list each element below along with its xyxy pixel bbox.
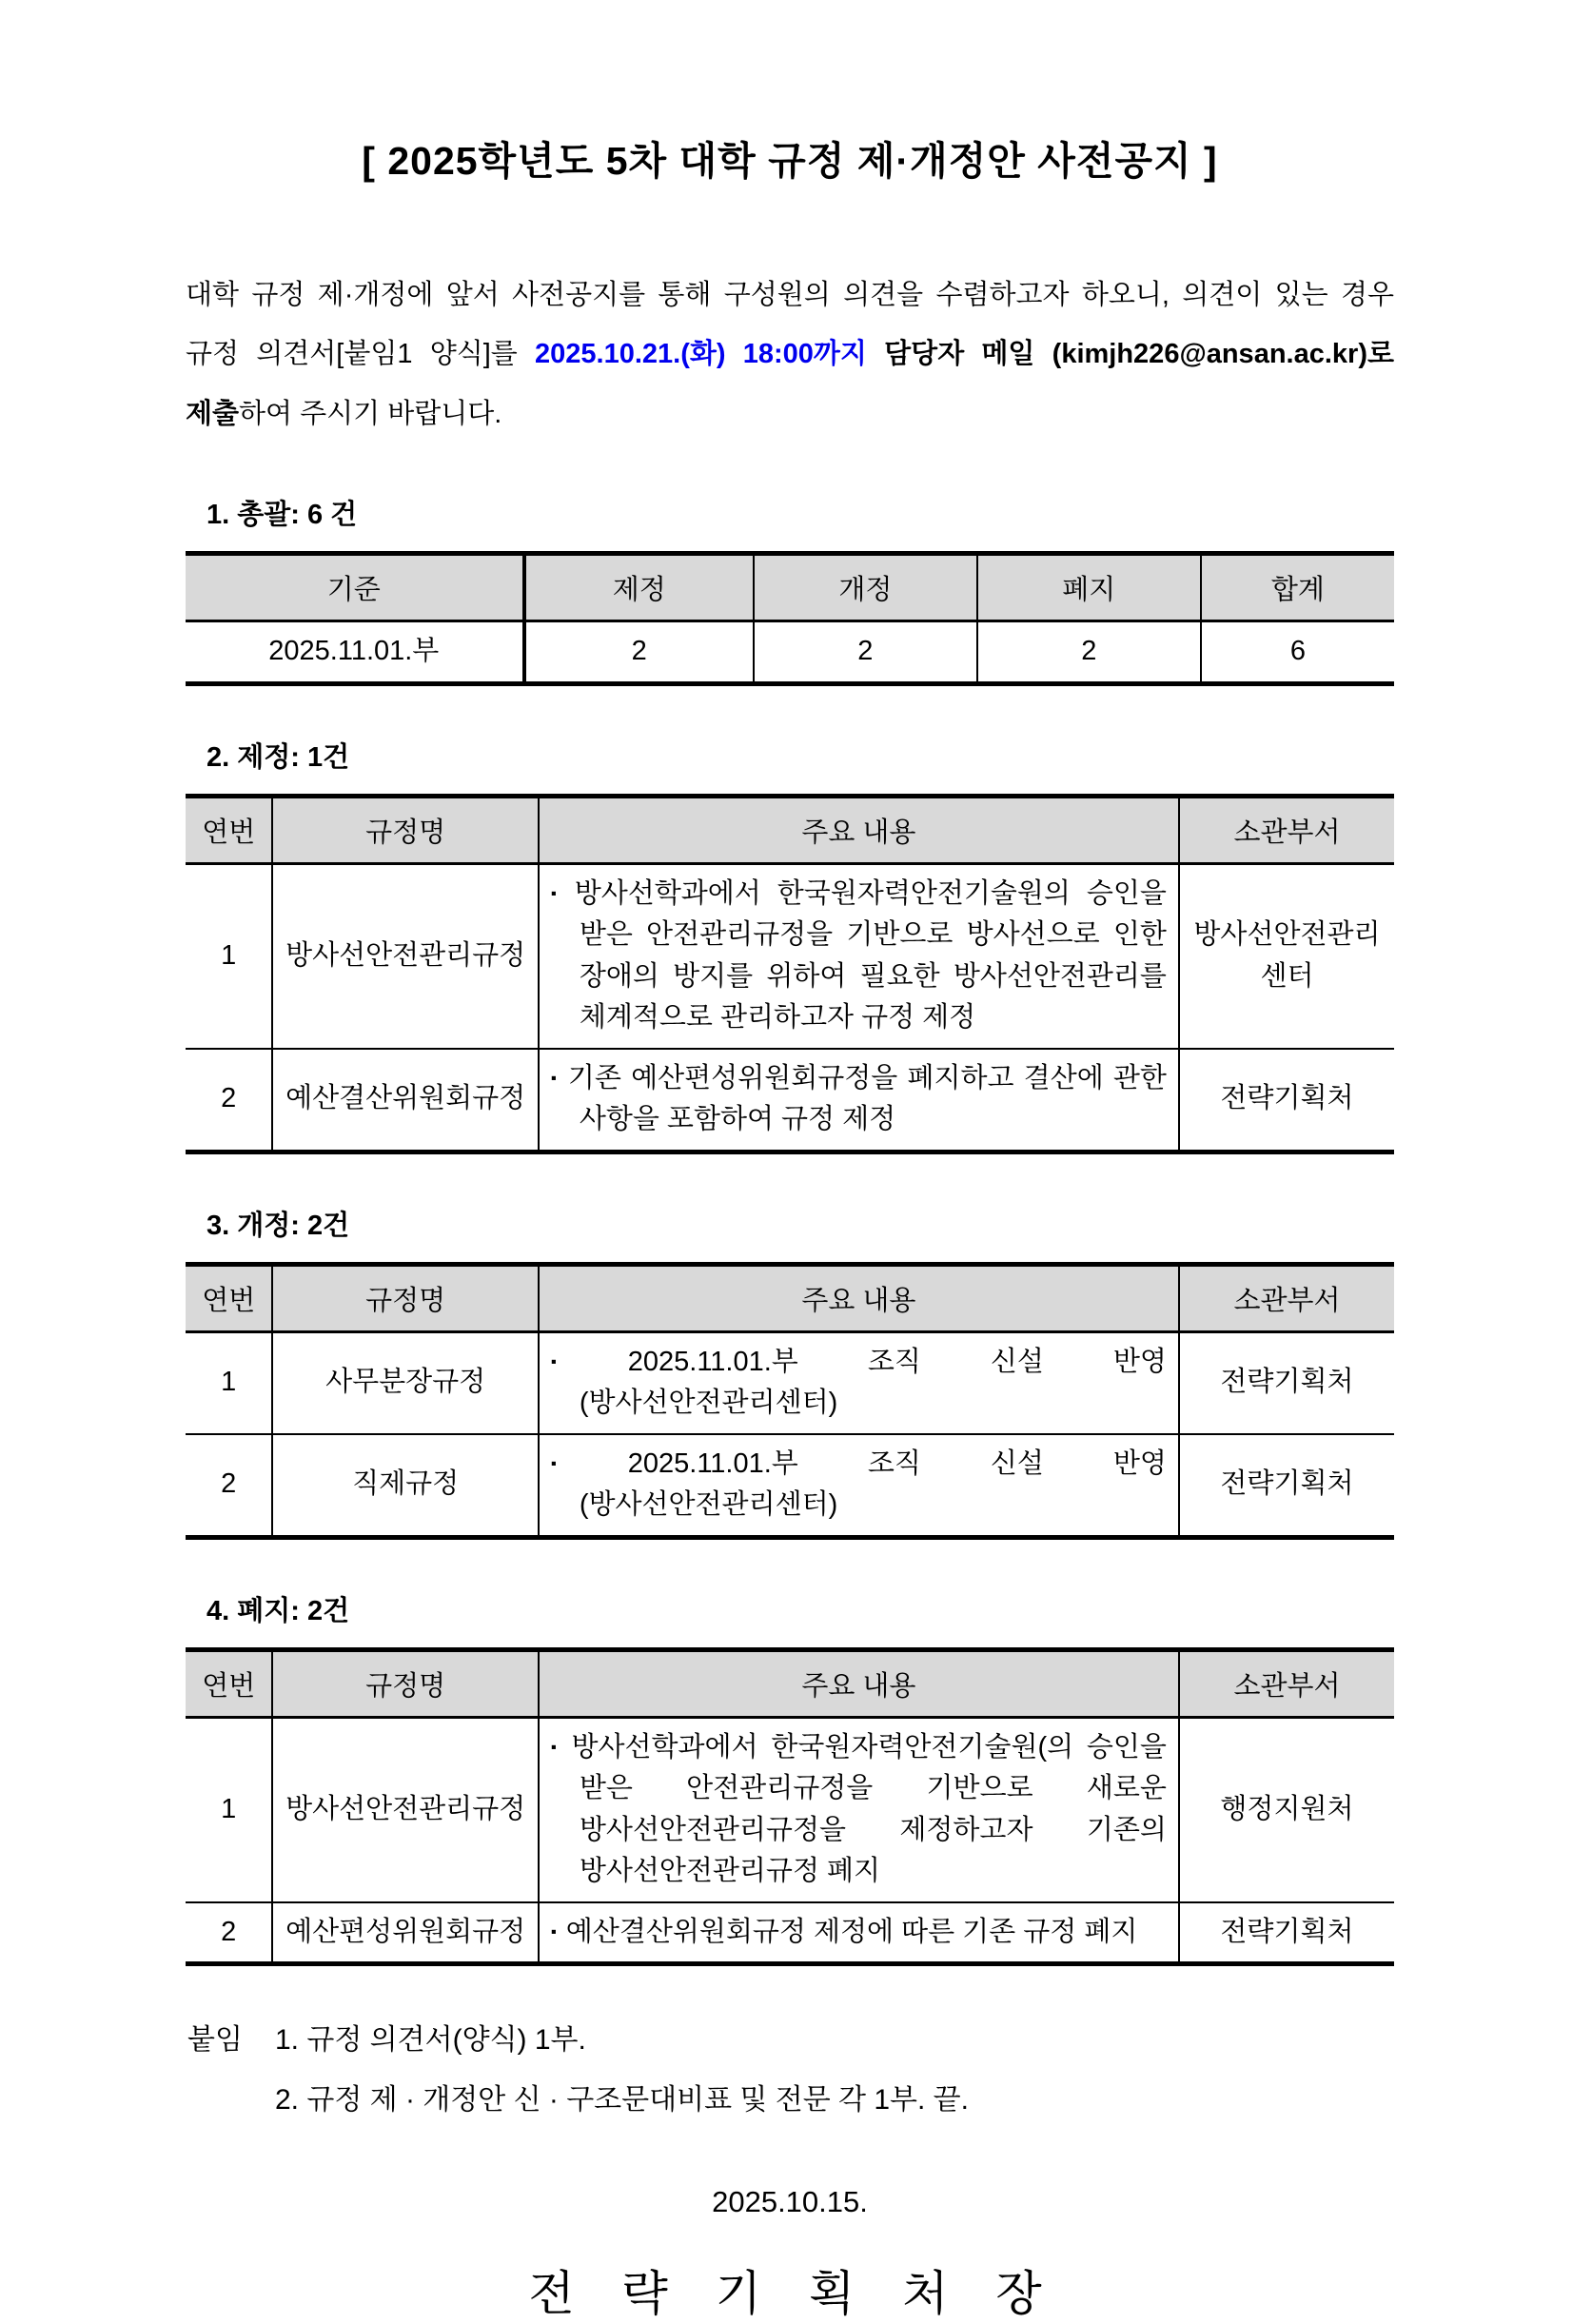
summary-enact-cell: 2 xyxy=(524,621,754,684)
attachments-label: 붙임 xyxy=(187,2024,243,2057)
abolition-row1-dept: 행정지원처 xyxy=(1179,1717,1394,1902)
amendment-row2-name: 직제규정 xyxy=(272,1434,538,1538)
summary-header-row xyxy=(186,554,1394,621)
enactment-row1-no: 1 xyxy=(186,863,272,1049)
table-row xyxy=(186,1049,1394,1152)
attachments-block xyxy=(187,2010,1394,2130)
abolition-header-dept: 소관부서 xyxy=(1179,1649,1394,1717)
intro-deadline: 2025.10.21.(화) 18:00까지 xyxy=(535,339,867,370)
enactment-header-row xyxy=(186,796,1394,863)
amendment-row2-no: 2 xyxy=(186,1434,272,1538)
abolition-row1-name: 방사선안전관리규정 xyxy=(272,1717,538,1902)
abolition-header-name: 규정명 xyxy=(272,1649,538,1717)
table-row xyxy=(186,1434,1394,1538)
abolition-row2-no: 2 xyxy=(186,1902,272,1964)
content-text: 2025.11.01.부 조직 신설 반영(방사선안전관리센터) xyxy=(579,1448,1167,1521)
enactment-row1-content xyxy=(539,863,1179,1049)
enactment-row2-name: 예산결산위원회규정 xyxy=(272,1049,538,1152)
summary-total-cell: 6 xyxy=(1201,621,1394,684)
square-bullet-icon: ▪ xyxy=(550,1921,557,1940)
content-text: 예산결산위원회규정 제정에 따른 기존 규정 폐지 xyxy=(565,1916,1138,1947)
section-heading-enactment: 2. 제정: 1건 xyxy=(206,741,350,773)
table-row xyxy=(186,863,1394,1049)
summary-amend-cell: 2 xyxy=(754,621,977,684)
enactment-table xyxy=(186,794,1394,1154)
intro-email-submit: (kimjh226@ansan.ac.kr)로 제출 xyxy=(186,339,1394,429)
content-text: 방사선학과에서 한국원자력안전기술원(의 승인을 받은 안전관리규정을 기반으로 새로운 방사선안전관리규정을 제정하고자 기존의 방사선안전관리규정 폐지 xyxy=(571,1731,1167,1887)
table-row xyxy=(186,1902,1394,1964)
abolition-row2-content xyxy=(539,1902,1179,1964)
amendment-header-name: 규정명 xyxy=(272,1264,538,1331)
attachment-item-1: 1. 규정 의견서(양식) 1부. xyxy=(275,2024,586,2057)
section-heading-amendment: 3. 개정: 2건 xyxy=(206,1210,350,1241)
amendment-table xyxy=(186,1262,1394,1540)
square-bullet-icon: ▪ xyxy=(550,1351,619,1370)
summary-abolish-cell: 2 xyxy=(977,621,1201,684)
enactment-header-no: 연번 xyxy=(186,796,272,863)
square-bullet-icon: ▪ xyxy=(550,1737,562,1756)
enactment-row2-dept: 전략기획처 xyxy=(1179,1049,1394,1152)
intro-text-before: 대학 규정 제·개정에 앞서 사전공지를 통해 구성원의 의견을 수렴하고자 하오니, 의견이 있는 경우 규정 의견서[붙임1 양식]를 xyxy=(186,280,1394,370)
intro-paragraph xyxy=(186,266,1394,443)
square-bullet-icon: ▪ xyxy=(550,1068,559,1087)
section-heading-abolition: 4. 폐지: 2건 xyxy=(206,1595,350,1626)
amendment-row2-dept: 전략기획처 xyxy=(1179,1434,1394,1538)
intro-contact-label: 담당자 메일 xyxy=(866,339,1052,370)
enactment-row2-content xyxy=(539,1049,1179,1152)
square-bullet-icon: ▪ xyxy=(550,883,565,902)
table-row xyxy=(186,1717,1394,1902)
table-row xyxy=(186,1331,1394,1434)
abolition-header-content: 주요 내용 xyxy=(539,1649,1179,1717)
document-date: 2025.10.15. xyxy=(712,2185,868,2219)
attachments-list xyxy=(275,2010,969,2130)
content-text: 방사선학과에서 한국원자력안전기술원의 승인을 받은 안전관리규정을 기반으로 방사선으로 인한 장애의 방지를 위하여 필요한 방사선안전관리를 체계적으로 관리하고자 규정 제정 xyxy=(574,877,1167,1034)
enactment-row1-dept: 방사선안전관리센터 xyxy=(1179,863,1394,1049)
amendment-header-content: 주요 내용 xyxy=(539,1264,1179,1331)
enactment-header-name: 규정명 xyxy=(272,796,538,863)
amendment-header-row xyxy=(186,1264,1394,1331)
summary-header-basis: 기준 xyxy=(186,554,524,621)
amendment-header-no: 연번 xyxy=(186,1264,272,1331)
summary-table xyxy=(186,551,1394,686)
amendment-row1-no: 1 xyxy=(186,1331,272,1434)
summary-data-row xyxy=(186,621,1394,684)
page-title: [ 2025학년도 5차 대학 규정 제·개정안 사전공지 ] xyxy=(362,139,1218,183)
abolition-row2-dept: 전략기획처 xyxy=(1179,1902,1394,1964)
abolition-header-row xyxy=(186,1649,1394,1717)
section-heading-summary: 1. 총괄: 6 건 xyxy=(206,500,358,531)
abolition-row2-name: 예산편성위원회규정 xyxy=(272,1902,538,1964)
abolition-row1-no: 1 xyxy=(186,1717,272,1902)
amendment-row1-content xyxy=(539,1331,1179,1434)
summary-header-amend: 개정 xyxy=(754,554,977,621)
summary-basis-cell: 2025.11.01.부 xyxy=(186,621,524,684)
amendment-row2-content xyxy=(539,1434,1179,1538)
square-bullet-icon: ▪ xyxy=(550,1453,619,1472)
signature-title: 전 략 기 획 처 장 xyxy=(528,2267,1052,2321)
enactment-row2-no: 2 xyxy=(186,1049,272,1152)
attachment-item-2: 2. 규정 제 · 개정안 신 · 구조문대비표 및 전문 각 1부. 끝. xyxy=(275,2084,969,2117)
content-text: 2025.11.01.부 조직 신설 반영(방사선안전관리센터) xyxy=(579,1346,1167,1419)
summary-header-enact: 제정 xyxy=(524,554,754,621)
summary-header-total: 합계 xyxy=(1201,554,1394,621)
enactment-row1-name: 방사선안전관리규정 xyxy=(272,863,538,1049)
abolition-row1-content xyxy=(539,1717,1179,1902)
abolition-header-no: 연번 xyxy=(186,1649,272,1717)
enactment-header-content: 주요 내용 xyxy=(539,796,1179,863)
document-content xyxy=(186,0,1394,2324)
abolition-table xyxy=(186,1647,1394,1967)
summary-header-abolish: 폐지 xyxy=(977,554,1201,621)
content-text: 기존 예산편성위원회규정을 폐지하고 결산에 관한 사항을 포함하여 규정 제정 xyxy=(567,1062,1167,1135)
amendment-row1-dept: 전략기획처 xyxy=(1179,1331,1394,1434)
amendment-row1-name: 사무분장규정 xyxy=(272,1331,538,1434)
enactment-header-dept: 소관부서 xyxy=(1179,796,1394,863)
intro-text-after: 하여 주시기 바랍니다. xyxy=(239,398,502,429)
amendment-header-dept: 소관부서 xyxy=(1179,1264,1394,1331)
